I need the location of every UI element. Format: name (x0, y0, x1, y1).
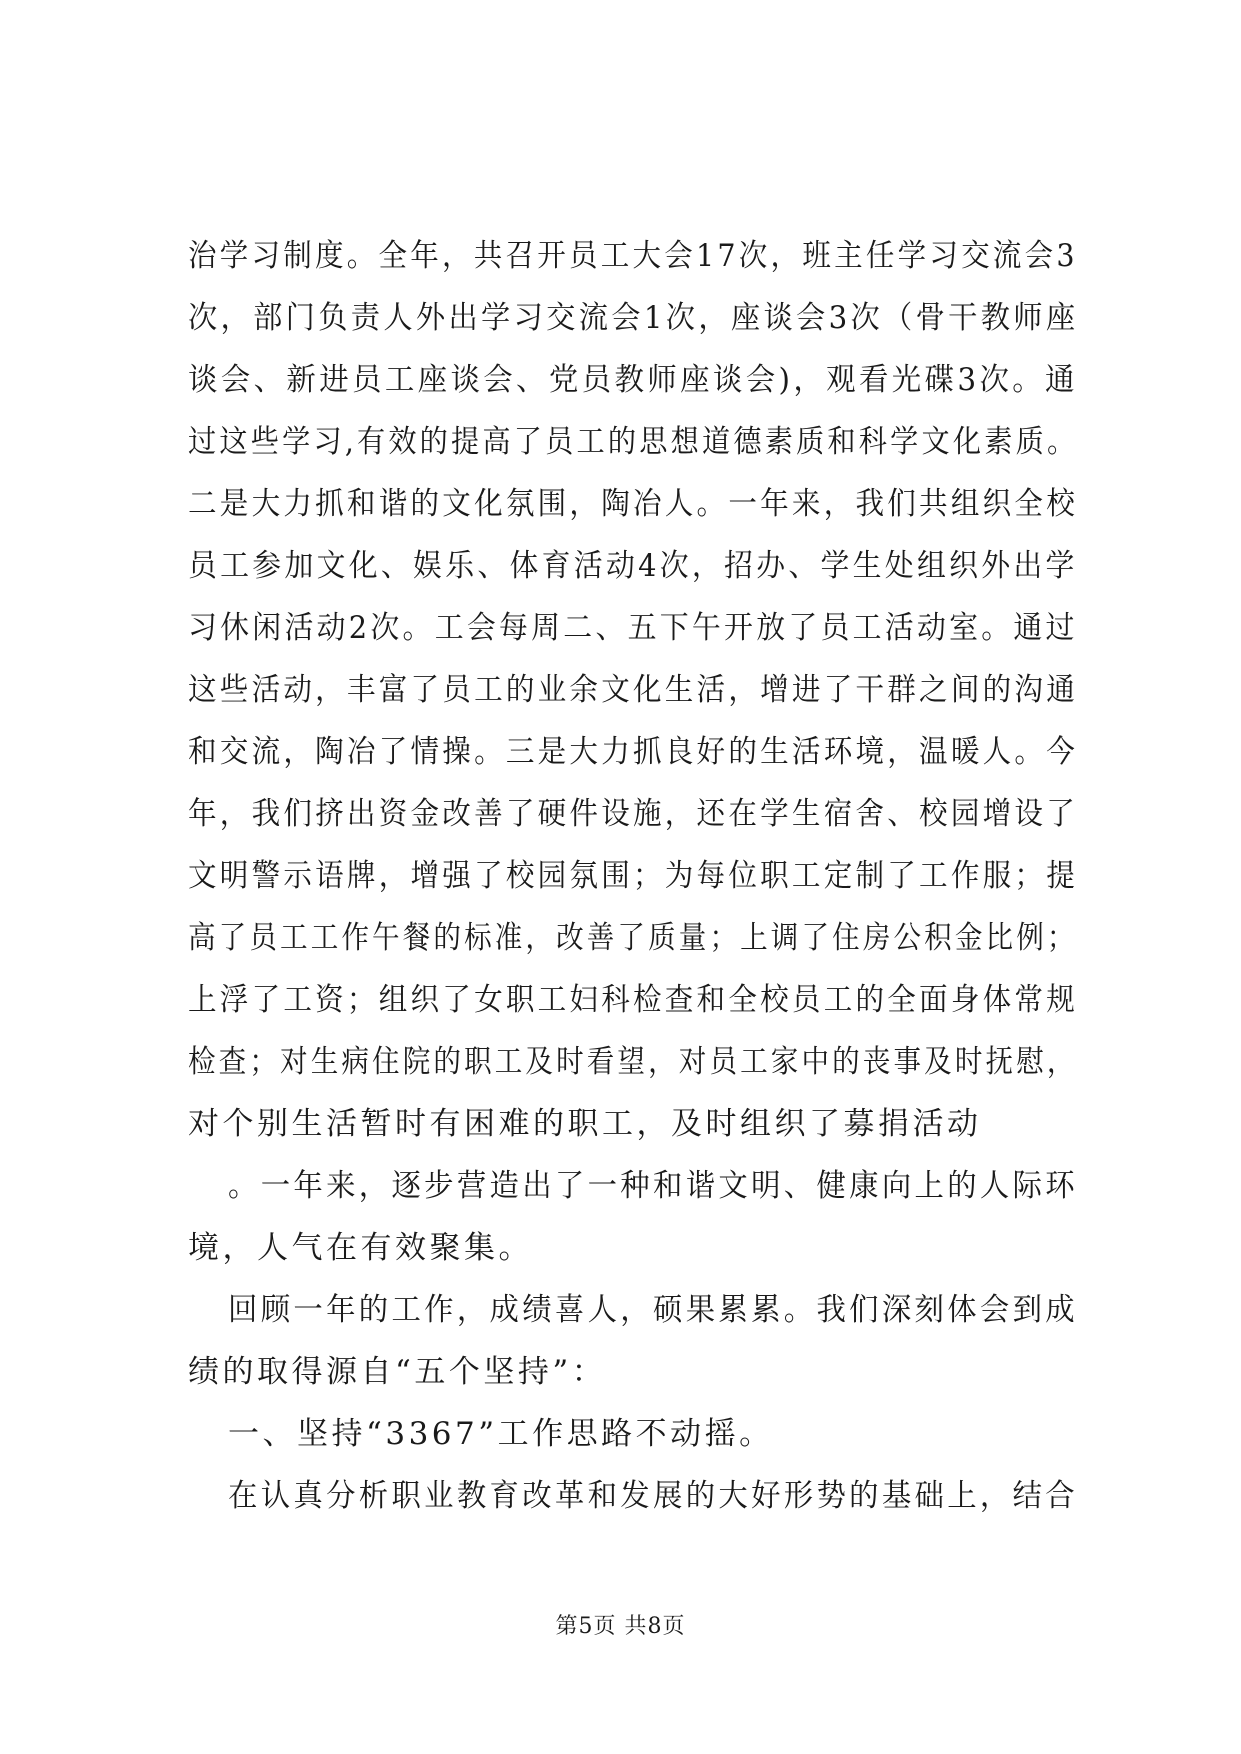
paragraph-line: 高了员工工作午餐的标准，改善了质量；上调了住房公积金比例； (188, 920, 1078, 956)
paragraph-line: 和交流，陶冶了情操。三是大力抓良好的生活环境，温暖人。今 (188, 734, 1078, 770)
paragraph-line: 员工参加文化、娱乐、体育活动4次，招办、学生处组织外出学 (188, 548, 1078, 584)
page-number-footer: 第5页 共8页 (555, 1614, 686, 1639)
section-heading: 一、坚持“3367”工作思路不动摇。 (228, 1416, 774, 1452)
paragraph-line: 检查；对生病住院的职工及时看望，对员工家中的丧事及时抚慰， (188, 1044, 1078, 1080)
paragraph-line: 这些活动，丰富了员工的业余文化生活，增进了干群之间的沟通 (188, 672, 1078, 708)
paragraph-line: 回顾一年的工作，成绩喜人，硕果累累。我们深刻体会到成 (228, 1292, 1078, 1328)
paragraph-line: 。一年来，逐步营造出了一种和谐文明、健康向上的人际环 (228, 1168, 1078, 1204)
paragraph-line: 文明警示语牌，增强了校园氛围；为每位职工定制了工作服；提 (188, 858, 1078, 894)
paragraph-line: 年，我们挤出资金改善了硬件设施，还在学生宿舍、校园增设了 (188, 796, 1078, 832)
paragraph-line: 习休闲活动2次。工会每周二、五下午开放了员工活动室。通过 (188, 610, 1078, 646)
paragraph-line: 二是大力抓和谐的文化氛围，陶冶人。一年来，我们共组织全校 (188, 486, 1078, 522)
paragraph-line: 上浮了工资；组织了女职工妇科检查和全校员工的全面身体常规 (188, 982, 1078, 1018)
paragraph-line: 谈会、新进员工座谈会、党员教师座谈会)，观看光碟3次。通 (188, 362, 1078, 398)
paragraph-line: 在认真分析职业教育改革和发展的大好形势的基础上，结合 (228, 1478, 1078, 1514)
paragraph-line: 次，部门负责人外出学习交流会1次，座谈会3次（骨干教师座 (188, 300, 1079, 336)
paragraph-line: 过这些学习,有效的提高了员工的思想道德素质和科学文化素质。 (188, 424, 1079, 460)
paragraph-line: 境，人气在有效聚集。 (188, 1230, 533, 1266)
paragraph-line: 对个别生活暂时有困难的职工，及时组织了募捐活动 (188, 1106, 982, 1142)
paragraph-line: 治学习制度。全年，共召开员工大会17次，班主任学习交流会3 (188, 238, 1078, 274)
paragraph-line: 绩的取得源自“五个坚持”： (188, 1354, 607, 1390)
